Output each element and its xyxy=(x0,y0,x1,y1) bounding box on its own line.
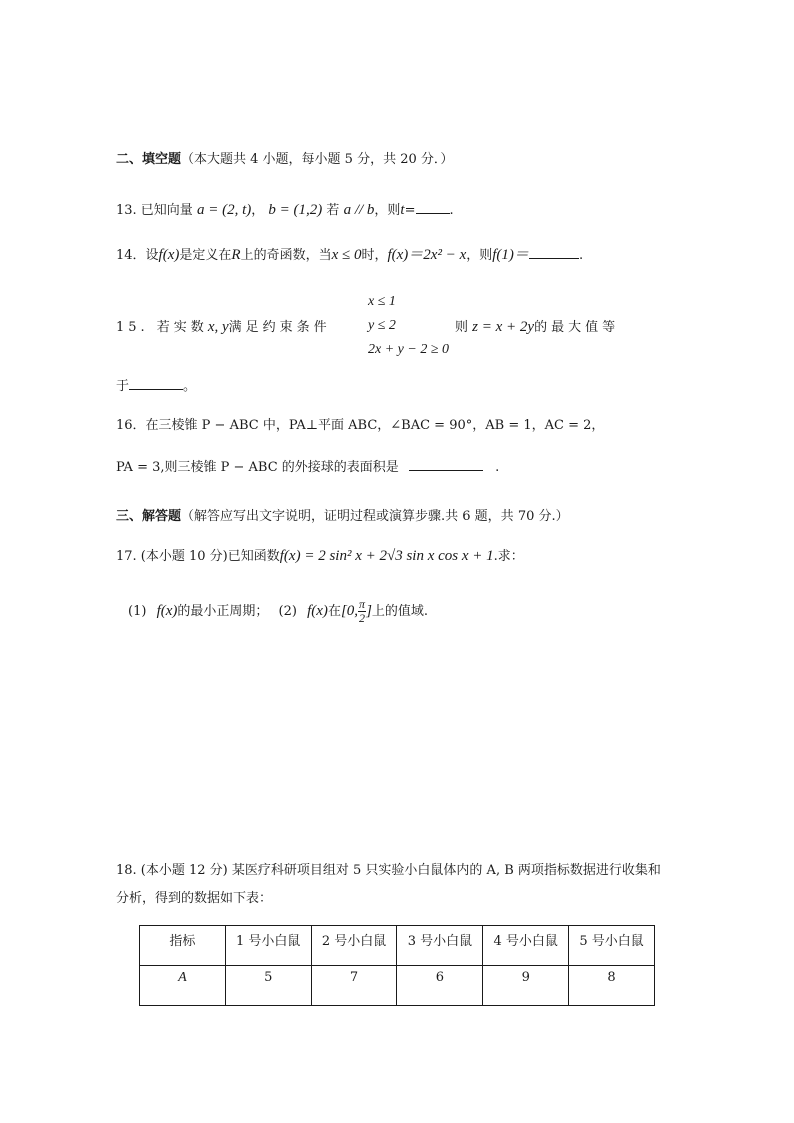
q13-var-t: t xyxy=(400,202,405,218)
table-header-cell: 5 号小白鼠 xyxy=(569,926,655,966)
table-cell: 8 xyxy=(569,966,655,1006)
q13-vector-a: a = (2, t) xyxy=(196,202,252,218)
q14-text-2: 上的奇函数，当 xyxy=(240,248,332,263)
q13-then: ，则 xyxy=(374,203,401,218)
q16-answer-blank[interactable] xyxy=(409,458,483,471)
q15-vars: x, y xyxy=(207,319,229,335)
q15-line2-prefix: 于 xyxy=(116,379,130,394)
q15-then: 则 xyxy=(455,320,469,335)
q14-fx: f(x) xyxy=(158,247,180,263)
table-row xyxy=(140,966,655,1006)
q17-frac-denominator: 2 xyxy=(359,611,366,625)
q15-line-2 xyxy=(116,375,196,394)
q15-prefix: 15. 若实数 xyxy=(116,320,208,335)
table-header-row xyxy=(140,926,655,966)
q14-condition: x ≤ 0 xyxy=(331,247,362,263)
q17-part1-label: (1) xyxy=(128,604,147,619)
q18-line-2-text: 分析，得到的数据如下表： xyxy=(116,891,273,906)
q17-parts xyxy=(128,598,428,625)
q18-line-2 xyxy=(116,887,272,906)
q17-part2-text: 上的值域. xyxy=(371,604,429,619)
q17-frac-numerator: π xyxy=(359,597,366,611)
question-14 xyxy=(116,243,583,264)
q15-z-expression: z = x + 2y xyxy=(472,319,535,335)
table-cell: 6 xyxy=(397,966,483,1006)
q17-part1-fx: f(x) xyxy=(156,603,178,619)
q14-expression: f(x)＝2x² − x xyxy=(387,247,467,263)
section-2-title: 二、填空题 xyxy=(116,152,182,167)
q13-vector-b: b = (1,2) xyxy=(268,202,323,218)
q17-part2-fx: f(x) xyxy=(307,603,328,619)
q13-separator: ， xyxy=(251,203,265,218)
table-header-cell: 指标 xyxy=(140,926,226,966)
q15-constraint-1: x ≤ 1 xyxy=(368,294,396,309)
q15-constraint-2: y ≤ 2 xyxy=(368,318,396,333)
table-header-cell: 4 号小白鼠 xyxy=(483,926,569,966)
q16-line-2 xyxy=(116,456,499,475)
question-17 xyxy=(116,545,524,565)
question-18 xyxy=(116,859,661,878)
q14-prefix: 14．设 xyxy=(116,248,159,263)
q17-part2-in: 在 xyxy=(327,604,341,619)
table-header-cell: 2 号小白鼠 xyxy=(311,926,397,966)
q15-constraint-system xyxy=(368,290,449,362)
section-3-note: （解答应写出文字说明，证明过程或演算步骤.共 6 题，共 70 分.） xyxy=(181,509,569,524)
q16-end: . xyxy=(495,460,500,475)
q13-equals: = xyxy=(404,203,416,218)
q17-function: f(x) = 2 sin² x + 2√3 sin x cos x + 1 xyxy=(279,548,494,564)
section-3-heading xyxy=(116,505,569,524)
q14-set-r: R xyxy=(231,247,241,263)
q14-end: . xyxy=(578,248,584,263)
q16-line2-text: PA = 3,则三棱锥 P − ABC 的外接球的表面积是 xyxy=(116,460,399,475)
q14-text-4: ，则 xyxy=(466,248,493,263)
q16-line-1: 16．在三棱锥 P − ABC 中，PA⊥平面 ABC，∠BAC = 90°，AB = 1，AC = 2， xyxy=(116,418,605,433)
q17-part2-label: (2) xyxy=(278,604,297,619)
q15-objective xyxy=(455,316,619,336)
q17-suffix: .求： xyxy=(493,549,524,564)
section-2-heading xyxy=(116,148,453,167)
q15-line2-end: 。 xyxy=(183,379,197,394)
question-13 xyxy=(116,199,454,219)
table-cell: 5 xyxy=(225,966,311,1006)
q17-interval-right: ] xyxy=(366,603,372,619)
table-header-cell: 1 号小白鼠 xyxy=(225,926,311,966)
q18-data-table xyxy=(139,925,655,1006)
table-cell: 7 xyxy=(311,966,397,1006)
q13-prefix: 13. 已知向量 xyxy=(116,203,193,218)
q13-parallel: a // b xyxy=(343,202,375,218)
table-cell: 9 xyxy=(483,966,569,1006)
q17-interval-left: [0, xyxy=(340,603,359,619)
q18-line-1: 18. (本小题 12 分) 某医疗科研项目组对 5 只实验小白鼠体内的 A, B 两项指标数据进行收集和 xyxy=(116,863,661,878)
q14-text-3: 时， xyxy=(361,248,388,263)
q13-answer-blank[interactable] xyxy=(416,201,450,214)
table-cell: A xyxy=(140,966,226,1006)
section-2-note: （本大题共 4 小题，每小题 5 分，共 20 分．） xyxy=(181,152,454,167)
q14-f1: f(1)＝ xyxy=(492,247,529,263)
q13-end: . xyxy=(449,203,454,218)
q13-if: 若 xyxy=(326,203,340,218)
question-16 xyxy=(116,414,604,433)
section-3-title: 三、解答题 xyxy=(116,509,182,524)
q17-pi-over-2 xyxy=(358,598,366,625)
q15-constraint-text: 满足约束条件 xyxy=(228,320,331,335)
question-15 xyxy=(116,316,331,336)
table-header-cell: 3 号小白鼠 xyxy=(397,926,483,966)
q14-text-1: 是定义在 xyxy=(179,248,232,263)
q15-answer-blank[interactable] xyxy=(129,377,183,390)
q15-tail: 的最大值等 xyxy=(534,320,620,335)
q17-part1-text: 的最小正周期； xyxy=(177,604,269,619)
q14-answer-blank[interactable] xyxy=(529,246,579,259)
q15-constraint-3: 2x + y − 2 ≥ 0 xyxy=(368,342,450,357)
q17-prefix: 17. (本小题 10 分)已知函数 xyxy=(116,549,280,564)
